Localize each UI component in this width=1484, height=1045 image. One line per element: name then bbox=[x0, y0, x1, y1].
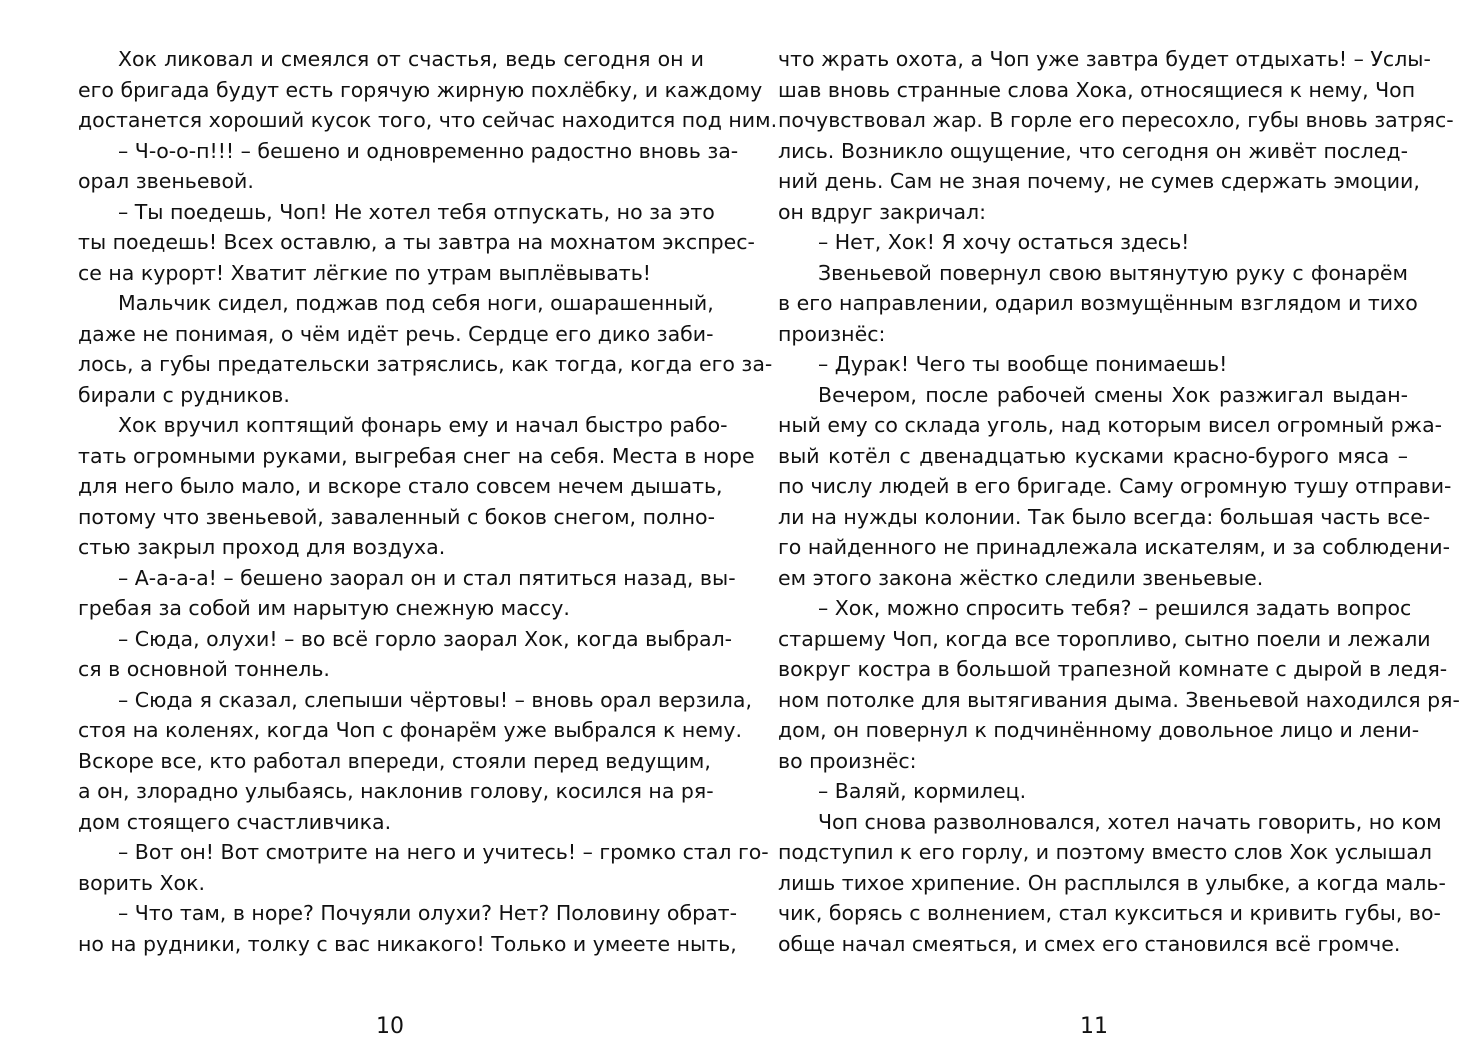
text-line: в его направлении, одарил возмущённым взглядом и тихо bbox=[778, 291, 1418, 315]
right-page-text bbox=[778, 44, 1460, 959]
text-line: дом стоящего счастливчика. bbox=[78, 809, 392, 834]
text-line: Вечером, после рабочей смены Хок разжигал выдан- bbox=[818, 382, 1408, 407]
right-page-number: 11 bbox=[1080, 1014, 1108, 1039]
text-line: во произнёс: bbox=[778, 748, 917, 773]
text-line: подступил к его горлу, и поэтому вместо слов Хок услышал bbox=[778, 840, 1432, 864]
text-line: что жрать охота, а Чоп уже завтра будет отдыхать! – Услы- bbox=[778, 47, 1431, 71]
text-line: он вдруг закричал: bbox=[778, 199, 987, 224]
text-line: ворить Хок. bbox=[78, 870, 205, 895]
text-line: гребая за собой им нарытую снежную массу. bbox=[78, 596, 570, 620]
text-line: тать огромными руками, выгребая снег на себя. Места в норе bbox=[78, 443, 755, 468]
text-line: – Нет, Хок! Я хочу остаться здесь! bbox=[818, 230, 1190, 254]
text-line: Звеньевой повернул свою вытянутую руку с фонарём bbox=[818, 260, 1408, 285]
text-line: произнёс: bbox=[778, 321, 886, 346]
text-line: лишь тихое хрипение. Он расплылся в улыбке, а когда маль- bbox=[778, 870, 1446, 895]
left-page-number: 10 bbox=[376, 1014, 404, 1039]
text-line: ном потолке для вытягивания дыма. Звеньевой находился ря- bbox=[778, 687, 1460, 712]
text-line: ли на нужды колонии. Так было всегда: большая часть все- bbox=[778, 504, 1431, 529]
text-line: но на рудники, толку с вас никакого! Только и умеете ныть, bbox=[78, 931, 737, 956]
left-page-text bbox=[78, 44, 778, 959]
text-line: ем этого закона жёстко следили звеньевые. bbox=[778, 565, 1264, 590]
text-line: вокруг костра в большой трапезной комнате с дырой в ледя- bbox=[778, 657, 1448, 681]
text-line: ся в основной тоннель. bbox=[78, 657, 330, 681]
text-line: лись. Возникло ощущение, что сегодня он живёт послед- bbox=[778, 138, 1408, 163]
text-line: стоя на коленях, когда Чоп с фонарём уже выбрался к нему. bbox=[78, 718, 742, 742]
text-line: – Дурак! Чего ты вообще понимаешь! bbox=[818, 352, 1228, 376]
right-page bbox=[778, 44, 1460, 959]
left-page bbox=[78, 44, 778, 959]
text-line: по числу людей в его бригаде. Саму огромную тушу отправи- bbox=[778, 474, 1452, 498]
text-line: а он, злорадно улыбаясь, наклонив голову, косился на ря- bbox=[78, 779, 714, 803]
text-line: ний день. Сам не зная почему, не сумев сдержать эмоции, bbox=[778, 169, 1420, 193]
text-line: – Сюда, олухи! – во всё горло заорал Хок, когда выбрал- bbox=[118, 626, 733, 651]
text-line: достанется хороший кусок того, что сейчас находится под ним. bbox=[78, 108, 778, 132]
text-line: бирали с рудников. bbox=[78, 382, 290, 407]
text-line: Хок вручил коптящий фонарь ему и начал быстро рабо- bbox=[118, 413, 728, 437]
text-line: Чоп снова разволновался, хотел начать говорить, но ком bbox=[818, 809, 1442, 834]
text-line: – Ты поедешь, Чоп! Не хотел тебя отпускать, но за это bbox=[118, 199, 715, 224]
text-line: почувствовал жар. В горле его пересохло, губы вновь затряс- bbox=[778, 108, 1454, 132]
text-line: для него было мало, и вскоре стало совсем нечем дышать, bbox=[78, 474, 723, 498]
text-line: ты поедешь! Всех оставлю, а ты завтра на мохнатом экспрес- bbox=[78, 230, 755, 254]
text-line: шав вновь странные слова Хока, относящиеся к нему, Чоп bbox=[778, 77, 1416, 102]
text-line: стью закрыл проход для воздуха. bbox=[78, 535, 446, 559]
text-line: го найденного не принадлежала искателям, и за соблюдени- bbox=[778, 535, 1450, 559]
text-line: старшему Чоп, когда все торопливо, сытно поели и лежали bbox=[778, 626, 1431, 651]
text-line: – Хок, можно спросить тебя? – решился задать вопрос bbox=[818, 596, 1412, 620]
text-line: – Ч-о-о-п!!! – бешено и одновременно радостно вновь за- bbox=[118, 138, 739, 163]
text-line: орал звеньевой. bbox=[78, 169, 254, 193]
text-line: – Вот он! Вот смотрите на него и учитесь! – громко стал го- bbox=[118, 840, 769, 864]
text-line: – Валяй, кормилец. bbox=[818, 779, 1027, 803]
text-line: лось, а губы предательски затряслись, как тогда, когда его за- bbox=[78, 352, 773, 376]
text-line: Мальчик сидел, поджав под себя ноги, ошарашенный, bbox=[118, 291, 714, 315]
text-line: чик, борясь с волнением, стал кукситься и кривить губы, во- bbox=[778, 901, 1441, 925]
text-line: Вскоре все, кто работал впереди, стояли перед ведущим, bbox=[78, 748, 711, 773]
text-line: се на курорт! Хватит лёгкие по утрам выплёвывать! bbox=[78, 260, 651, 285]
text-line: – Сюда я сказал, слепыши чёртовы! – вновь орал верзила, bbox=[118, 687, 752, 712]
text-line: даже не понимая, о чём идёт речь. Сердце его дико заби- bbox=[78, 321, 714, 346]
text-line: – А-а-а-а! – бешено заорал он и стал пятиться назад, вы- bbox=[118, 565, 736, 590]
text-line: обще начал смеяться, и смех его становился всё громче. bbox=[778, 931, 1401, 956]
text-line: Хок ликовал и смеялся от счастья, ведь сегодня он и bbox=[118, 47, 704, 71]
text-line: потому что звеньевой, заваленный с боков снегом, полно- bbox=[78, 504, 715, 529]
text-line: – Что там, в норе? Почуяли олухи? Нет? Половину обрат- bbox=[118, 901, 738, 925]
text-line: вый котёл с двенадцатью кусками красно-бурого мяса – bbox=[778, 443, 1408, 468]
text-line: ный ему со склада уголь, над которым висел огромный ржа- bbox=[778, 413, 1443, 437]
text-line: его бригада будут есть горячую жирную похлёбку, и каждому bbox=[78, 77, 763, 102]
text-line: дом, он повернул к подчинённому довольное лицо и лени- bbox=[778, 718, 1420, 742]
